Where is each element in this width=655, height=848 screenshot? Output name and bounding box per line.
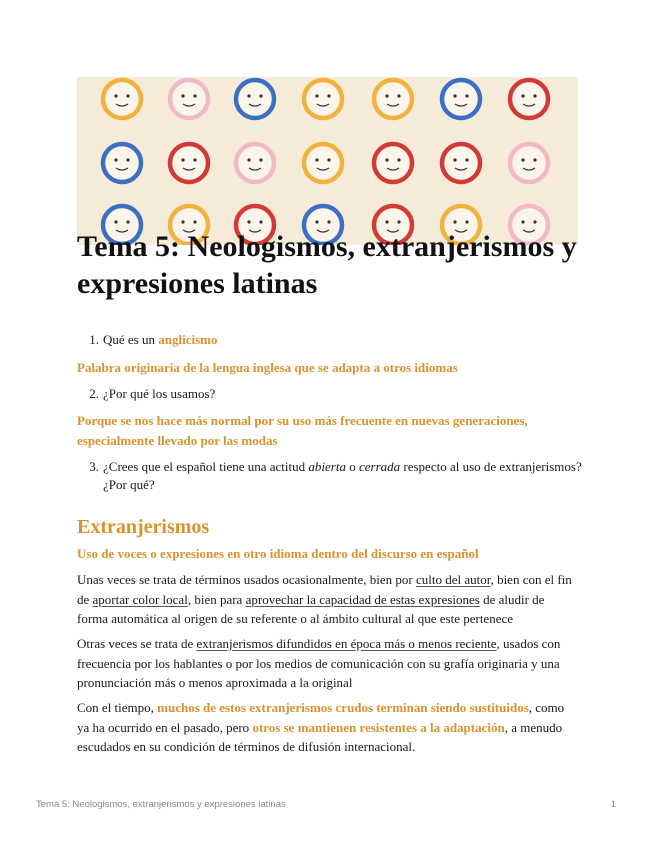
smiley-face-icon <box>236 144 274 182</box>
answer-2: Porque se nos hace más normal por su uso más frecuente en nuevas generaciones, especialmente llevado por las modas <box>77 413 528 448</box>
smiley-face-icon <box>510 144 548 182</box>
page-footer <box>36 799 616 810</box>
smiley-face-icon <box>304 80 342 118</box>
answer-1: Palabra originaria de la lengua inglesa que se adapta a otros idiomas <box>77 360 458 375</box>
question-2: 2. ¿Por qué los usamos? <box>89 386 216 401</box>
smiley-faces-illustration <box>77 77 578 245</box>
paragraph-1: Unas veces se trata de términos usados ocasionalmente, bien por culto del autor, bien con el fin de aportar color local, bien para aprovechar la capacidad de estas expresiones de aludir de forma automática al origen de su referente o al ámbito cultural al que este pertenece <box>77 572 572 626</box>
smiley-face-icon <box>442 80 480 118</box>
section-definition: Uso de voces o expresiones en otro idioma dentro del discurso en español <box>77 546 479 561</box>
footer-title: Tema 5: Neologismos, extranjerismos y expresiones latinas <box>36 799 286 810</box>
smiley-face-icon <box>103 80 141 118</box>
paragraph-2: Otras veces se trata de extranjerismos difundidos en época más o menos reciente, usados con frecuencia por los hablantes o por los medios de comunicación con su grafía originaria y una pronunciación más o menos aproximada a la original <box>77 636 561 690</box>
question-3: 3. ¿Crees que el español tiene una actitud abierta o cerrada respecto al uso de extranjerismos? ¿Por qué? <box>89 459 582 492</box>
smiley-face-icon <box>236 80 274 118</box>
keyword-anglicismo: anglicismo <box>158 332 218 347</box>
smiley-face-icon <box>103 144 141 182</box>
smiley-face-icon <box>374 144 412 182</box>
section-heading: Extranjerismos <box>77 516 210 538</box>
smiley-face-icon <box>442 144 480 182</box>
smiley-face-icon <box>170 144 208 182</box>
question-1: 1. Qué es un anglicismo <box>89 332 218 347</box>
paragraph-3: Con el tiempo, muchos de estos extranjerismos crudos terminan siendo sustituidos, como ya ha ocurrido en el pasado, pero otros se mantienen resistentes a la adaptación, a menudo escudados en su condición de términos de difusión internacional. <box>77 700 565 754</box>
page-number: 1 <box>610 799 616 810</box>
smiley-face-icon <box>304 144 342 182</box>
smiley-face-icon <box>374 80 412 118</box>
smiley-face-icon <box>170 80 208 118</box>
page-title: Tema 5: Neologismos, extranjerismos y expresiones latinas <box>77 230 577 300</box>
smiley-face-icon <box>510 80 548 118</box>
